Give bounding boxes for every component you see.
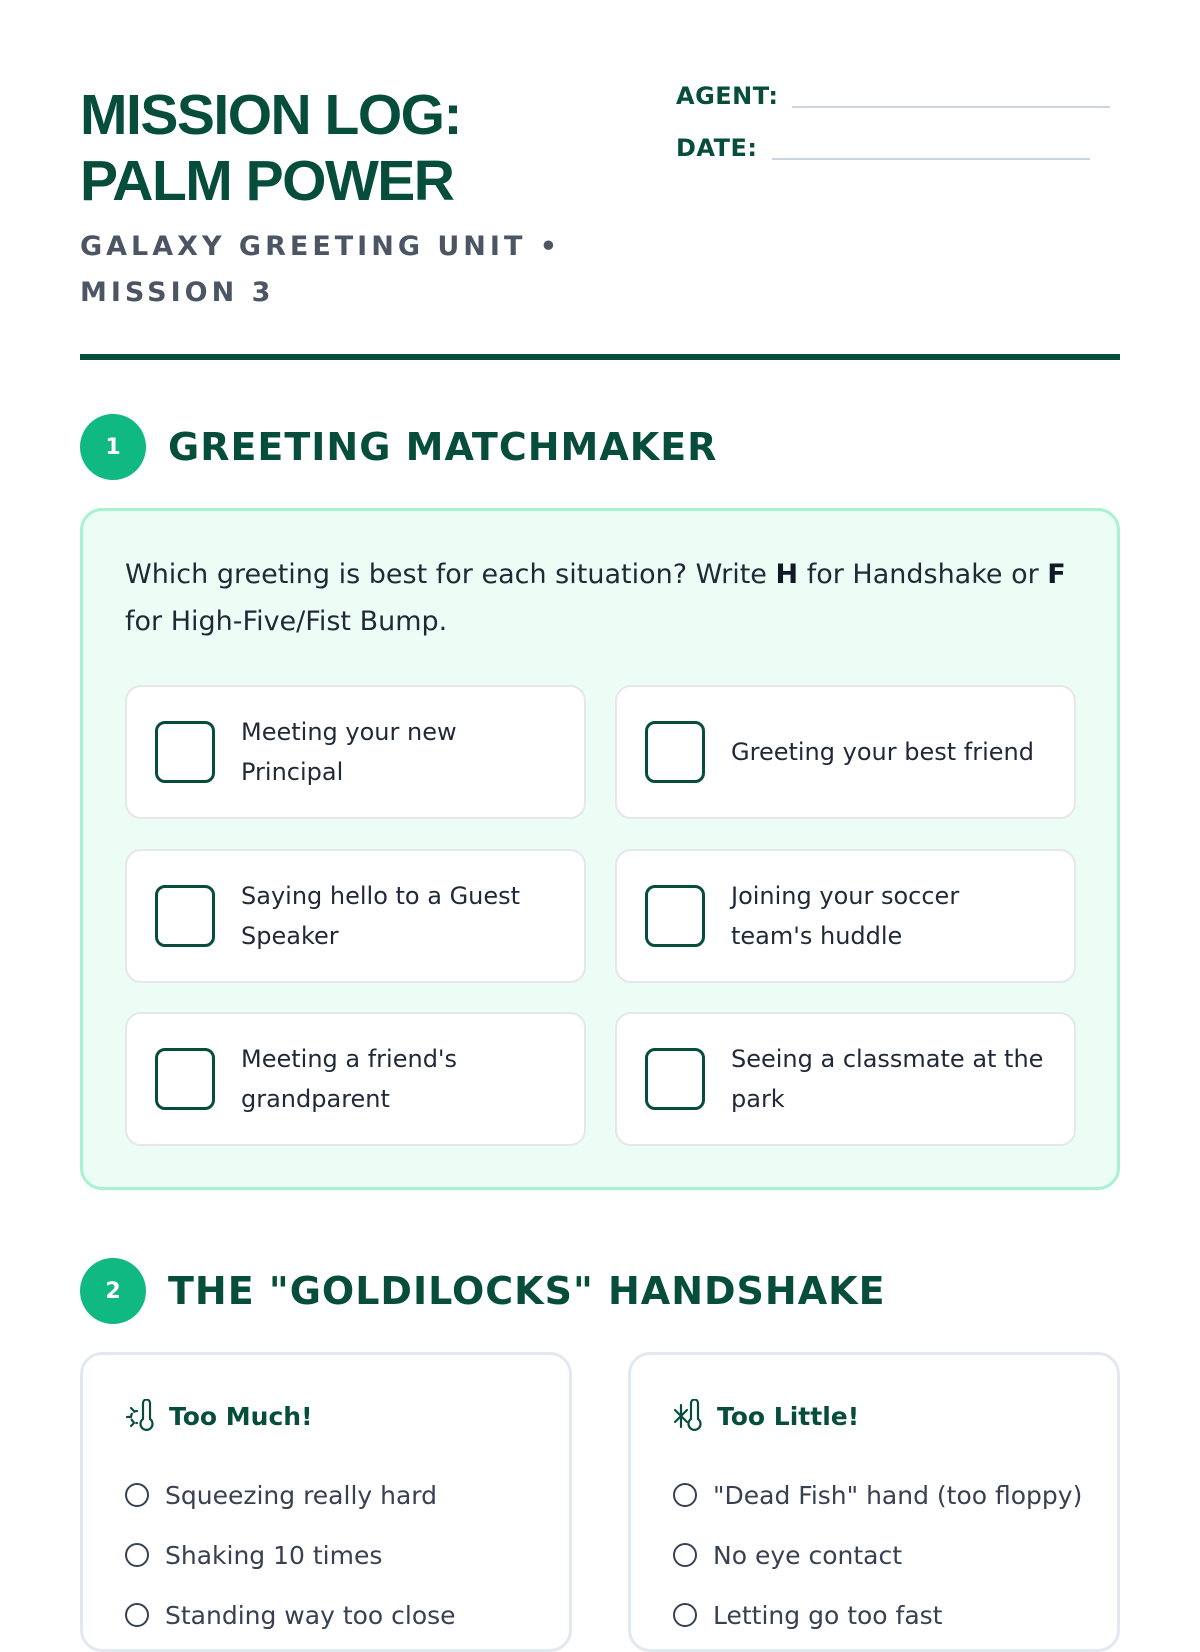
section-1-number-badge: 1 [80, 414, 146, 480]
too-much-item[interactable] [125, 1525, 456, 1585]
situation-card [615, 685, 1076, 819]
too-much-item[interactable] [125, 1465, 456, 1525]
too-much-item[interactable] [125, 1585, 456, 1645]
handshake-letter: H [775, 559, 799, 590]
title-line-1: MISSION LOG: [80, 83, 461, 147]
date-input-line[interactable] [772, 158, 1090, 160]
too-little-list [673, 1465, 1082, 1645]
page-subtitle: GALAXY GREETING UNIT • MISSION 3 [80, 231, 562, 308]
answer-box[interactable] [645, 1048, 705, 1110]
answer-box[interactable] [645, 721, 705, 783]
answer-box[interactable] [155, 885, 215, 947]
situation-text: Meeting a friend's grandparent [241, 1045, 458, 1113]
too-little-item[interactable] [673, 1465, 1082, 1525]
situation-card [125, 1012, 586, 1146]
situation-text: Seeing a classmate at the park [731, 1045, 1044, 1113]
too-much-item-text: Squeezing really hard [165, 1480, 438, 1510]
answer-box[interactable] [155, 1048, 215, 1110]
agent-field [676, 82, 1110, 110]
section-2-heading [80, 1258, 886, 1324]
too-much-list [125, 1465, 456, 1645]
section-2-number-badge: 2 [80, 1258, 146, 1324]
title-line-2: PALM POWER [80, 149, 454, 213]
radio-circle[interactable] [673, 1603, 697, 1627]
situation-card [615, 1012, 1076, 1146]
thermometer-snowflake-icon [673, 1399, 705, 1433]
too-little-item-text: Letting go too fast [713, 1600, 943, 1630]
header-divider [80, 354, 1120, 360]
too-little-card [628, 1352, 1120, 1652]
section-1-heading [80, 414, 717, 480]
answer-box[interactable] [155, 721, 215, 783]
too-little-title: Too Little! [717, 1401, 860, 1431]
radio-circle[interactable] [125, 1603, 149, 1627]
situation-text: Meeting your new Principal [241, 718, 457, 786]
date-field [676, 134, 1090, 162]
thermometer-sun-icon [125, 1399, 157, 1433]
instruction-text-middle: for Handshake or [798, 559, 1048, 590]
fist-bump-letter: F [1047, 559, 1066, 590]
too-little-item[interactable] [673, 1525, 1082, 1585]
situation-text: Joining your soccer team's huddle [731, 882, 960, 950]
situation-card [125, 685, 586, 819]
too-little-item[interactable] [673, 1585, 1082, 1645]
radio-circle[interactable] [673, 1483, 697, 1507]
situation-text: Saying hello to a Guest Speaker [241, 882, 521, 950]
radio-circle[interactable] [673, 1543, 697, 1567]
instruction-text-end: for High-Five/Fist Bump. [125, 606, 448, 637]
matchmaker-instructions [125, 551, 1085, 645]
section-1-title: GREETING MATCHMAKER [168, 425, 718, 469]
situation-card [615, 849, 1076, 983]
agent-label: AGENT: [676, 82, 779, 110]
worksheet-page [80, 0, 1120, 1630]
instruction-text-start: Which greeting is best for each situation? Write [125, 559, 776, 590]
too-much-card [80, 1352, 572, 1652]
greeting-matchmaker-panel [80, 508, 1120, 1190]
too-little-item-text: No eye contact [713, 1540, 903, 1570]
radio-circle[interactable] [125, 1543, 149, 1567]
radio-circle[interactable] [125, 1483, 149, 1507]
too-little-item-text: "Dead Fish" hand (too floppy) [713, 1480, 1083, 1510]
too-little-heading [673, 1399, 859, 1433]
page-title [80, 82, 700, 214]
too-much-heading [125, 1399, 312, 1433]
too-much-item-text: Standing way too close [165, 1600, 456, 1630]
agent-input-line[interactable] [792, 106, 1110, 108]
too-much-title: Too Much! [169, 1401, 313, 1431]
situation-card [125, 849, 586, 983]
too-much-item-text: Shaking 10 times [165, 1540, 383, 1570]
section-2-title: THE "GOLDILOCKS" HANDSHAKE [168, 1269, 886, 1313]
date-label: DATE: [676, 134, 758, 162]
answer-box[interactable] [645, 885, 705, 947]
situation-text: Greeting your best friend [731, 738, 1034, 766]
